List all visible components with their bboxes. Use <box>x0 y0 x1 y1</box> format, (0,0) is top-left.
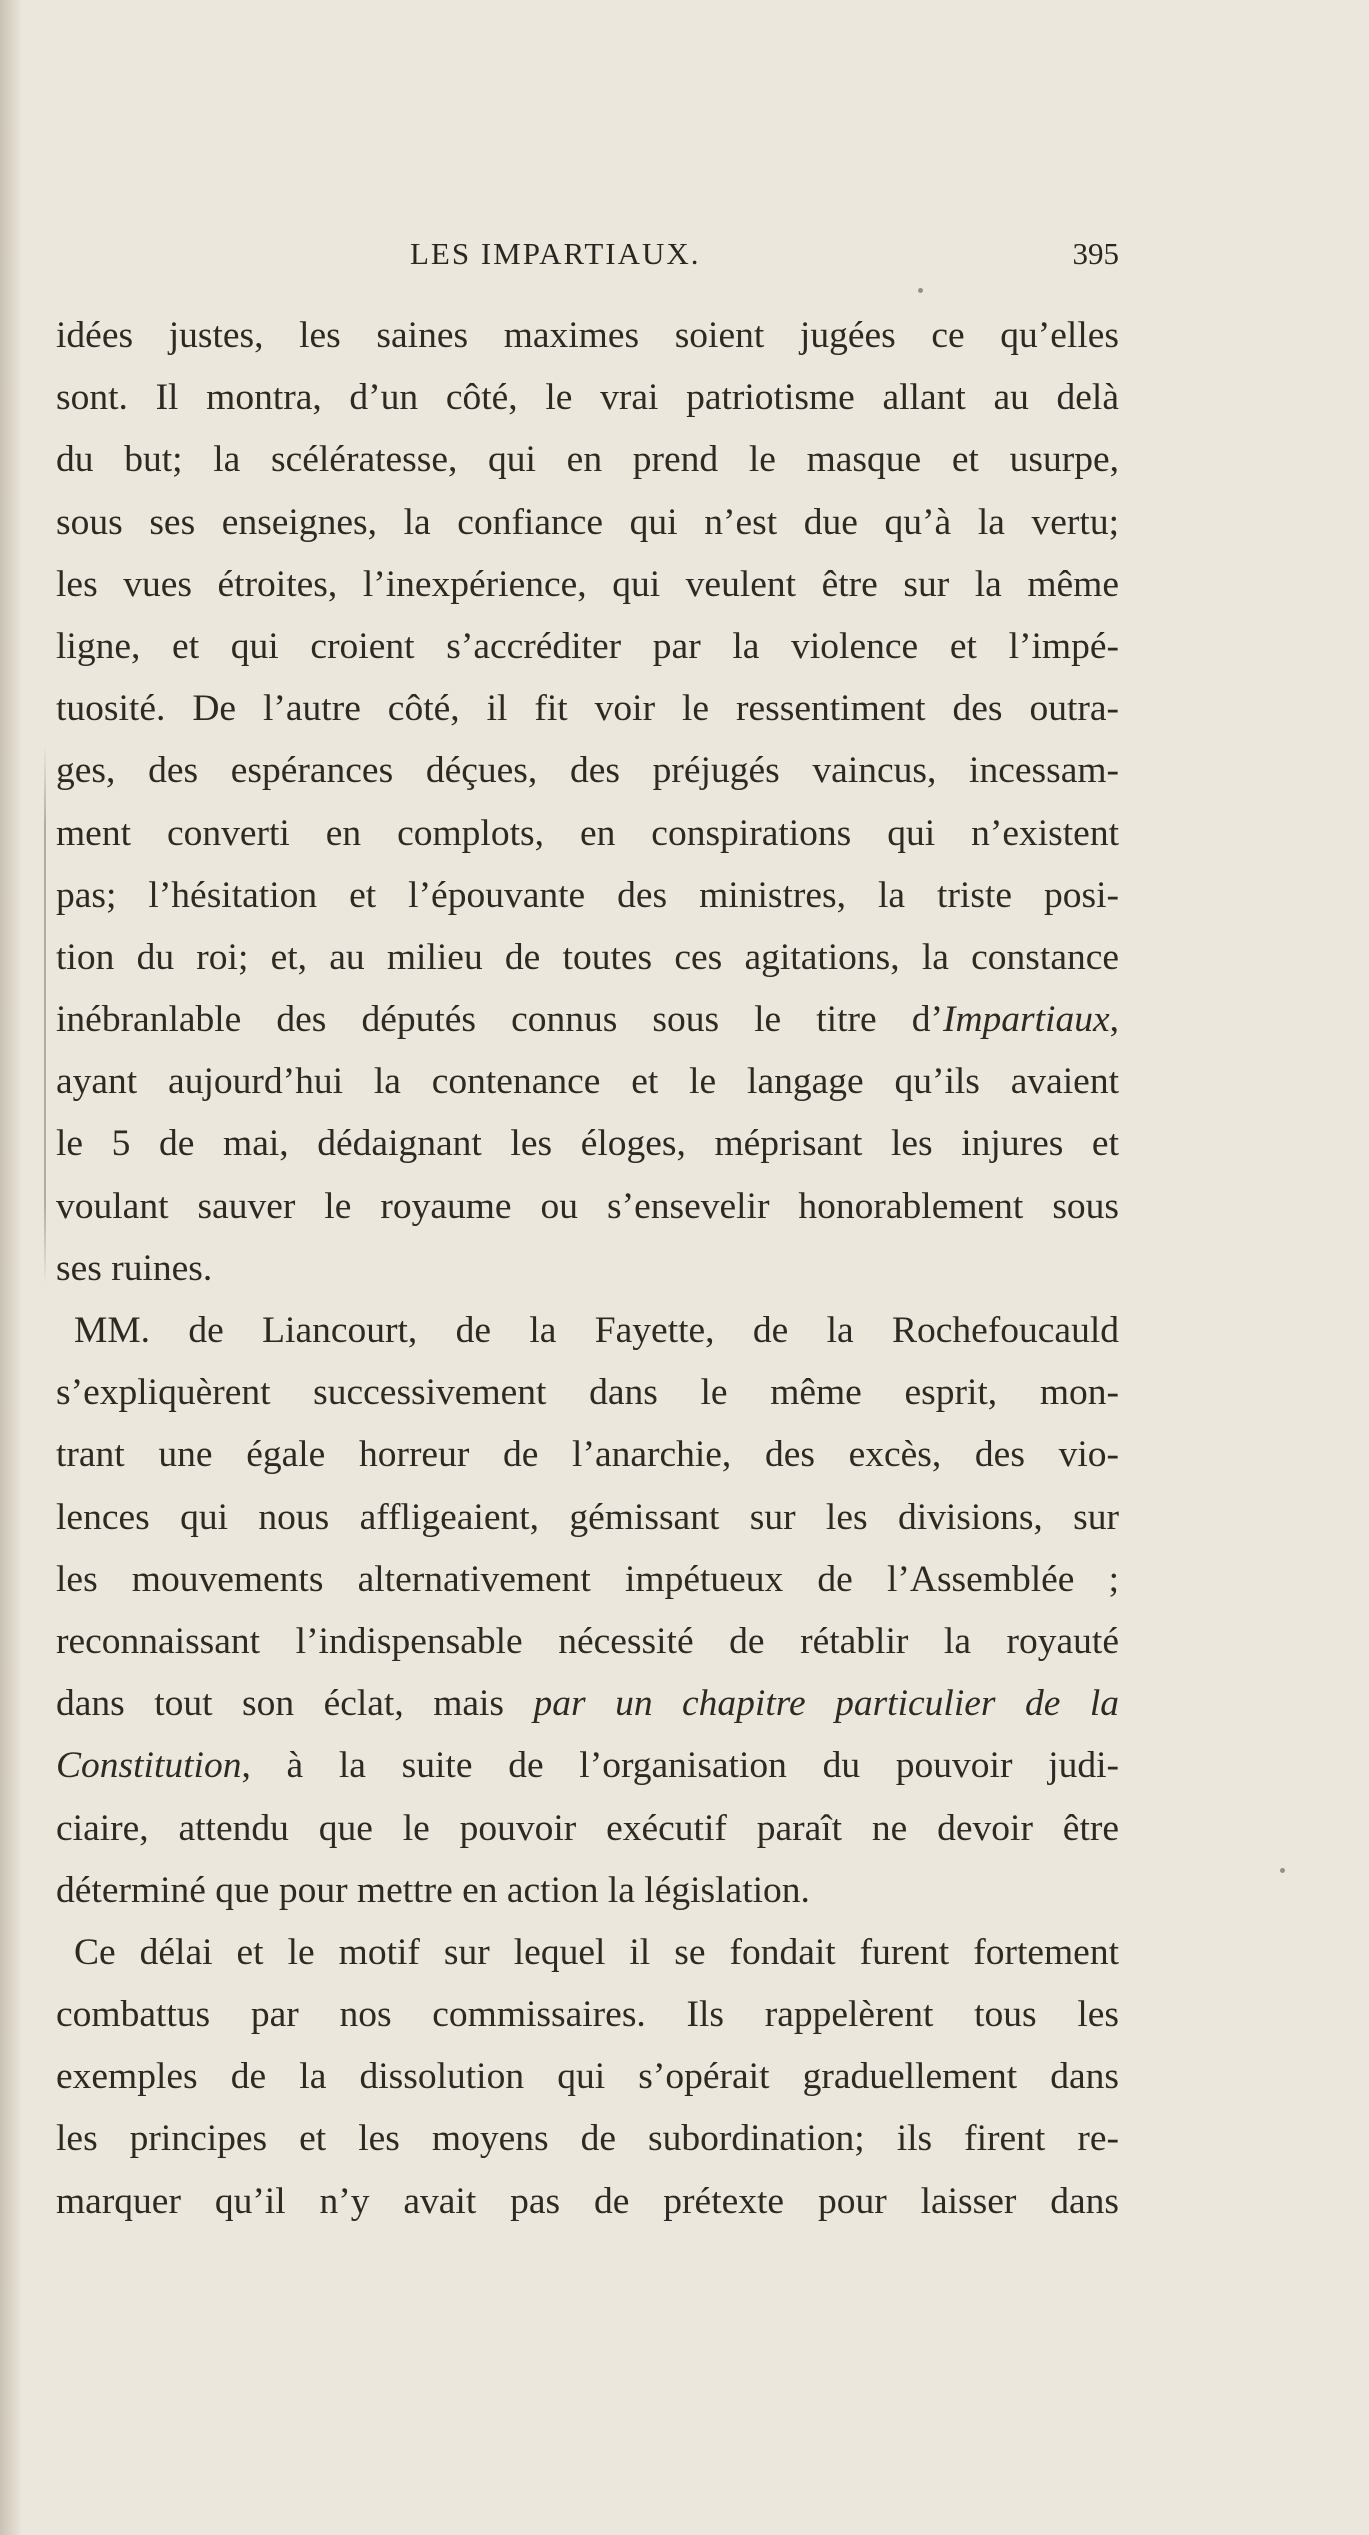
text-line <box>56 1238 1119 1300</box>
text-line <box>56 1051 1119 1113</box>
text-segment: ayant aujourd’hui la contenance et le langage qu’ils avaient <box>56 1061 1119 1103</box>
text-line <box>56 1860 1119 1922</box>
text-segment: lences qui nous affligeaient, gémissant sur les divisions, sur <box>56 1496 1119 1538</box>
text-segment: , à la suite de l’organisation du pouvoir judi- <box>241 1745 1119 1787</box>
text-line <box>56 2108 1119 2170</box>
body-text <box>56 305 1119 2233</box>
text-segment: idées justes, les saines maximes soient jugées ce qu’elles <box>56 315 1119 356</box>
text-segment: MM. de Liancourt, de la Fayette, de la Rochefoucauld <box>74 1310 1119 1351</box>
text-line <box>56 1798 1119 1860</box>
text-segment: ciaire, attendu que le pouvoir exécutif paraît ne devoir être <box>56 1807 1119 1849</box>
margin-pencil-mark <box>44 745 46 1285</box>
text-segment: pas; l’hésitation et l’épouvante des ministres, la triste posi- <box>56 874 1119 916</box>
text-segment: déterminé que pour mettre en action la législation. <box>56 1869 810 1911</box>
paper-speck <box>1280 1868 1285 1873</box>
text-segment: le 5 de mai, dédaignant les éloges, méprisant les injures et <box>56 1123 1119 1165</box>
text-line <box>56 678 1119 740</box>
text-line <box>56 740 1119 802</box>
text-segment: Ce délai et le motif sur lequel il se fondait furent fortement <box>74 1931 1119 1973</box>
text-segment: s’expliquèrent successivement dans le même esprit, mon- <box>56 1372 1119 1414</box>
text-line <box>56 1922 1119 1984</box>
text-segment: sous ses enseignes, la confiance qui n’est due qu’à la vertu; <box>56 501 1119 543</box>
text-line <box>56 1549 1119 1611</box>
running-title: LES IMPARTIAUX. <box>410 236 701 271</box>
text-segment: combattus par nos commissaires. Ils rappelèrent tous les <box>56 1994 1119 2036</box>
text-line <box>56 1984 1119 2046</box>
text-segment: du but; la scélératesse, qui en prend le masque et usurpe, <box>56 439 1119 481</box>
text-line <box>56 927 1119 989</box>
text-line <box>56 1735 1119 1797</box>
text-segment: dans tout son éclat, mais <box>56 1683 534 1725</box>
text-segment: reconnaissant l’indispensable nécessité de rétablir la royauté <box>56 1620 1119 1662</box>
text-line <box>56 1113 1119 1175</box>
text-line <box>56 305 1119 367</box>
paper-speck <box>918 288 923 293</box>
text-line <box>56 1300 1119 1362</box>
text-line <box>56 989 1119 1051</box>
text-line <box>56 367 1119 429</box>
text-segment: voulant sauver le royaume ou s’ensevelir honorablement sous <box>56 1185 1119 1227</box>
text-segment: marquer qu’il n’y avait pas de prétexte pour laisser dans <box>56 2180 1119 2222</box>
text-line <box>56 1424 1119 1486</box>
text-line <box>56 865 1119 927</box>
text-line <box>56 616 1119 678</box>
italic-text-segment: Impartiaux <box>942 999 1110 1041</box>
text-segment: les vues étroites, l’inexpérience, qui veulent être sur la même <box>56 563 1119 605</box>
text-line <box>56 1673 1119 1735</box>
running-head <box>56 232 1119 276</box>
text-segment: tion du roi; et, au milieu de toutes ces agitations, la constance <box>56 936 1119 978</box>
text-segment: ment converti en complots, en conspirations qui n’existent <box>56 812 1119 854</box>
text-line <box>56 554 1119 616</box>
text-segment: les mouvements alternativement impétueux de l’Assemblée ; <box>56 1558 1119 1600</box>
text-segment: ges, des espérances déçues, des préjugés vaincus, incessam- <box>56 750 1119 792</box>
page-number: 395 <box>1072 236 1119 271</box>
text-line <box>56 1487 1119 1549</box>
text-line <box>56 803 1119 865</box>
text-segment: tuosité. De l’autre côté, il fit voir le ressentiment des outra- <box>56 688 1119 730</box>
text-segment: les principes et les moyens de subordination; ils firent re- <box>56 2118 1119 2160</box>
italic-text-segment: Constitution <box>56 1745 242 1787</box>
text-line <box>56 1362 1119 1424</box>
text-line <box>56 1176 1119 1238</box>
text-segment: trant une égale horreur de l’anarchie, des excès, des vio- <box>56 1434 1119 1476</box>
text-line <box>56 429 1119 491</box>
text-line <box>56 1611 1119 1673</box>
italic-text-segment: par un chapitre particulier de la <box>533 1683 1119 1725</box>
text-segment: ligne, et qui croient s’accréditer par la violence et l’impé- <box>56 625 1119 667</box>
text-line <box>56 2046 1119 2108</box>
text-line <box>56 2171 1119 2233</box>
text-line <box>56 492 1119 554</box>
text-segment: ses ruines. <box>56 1247 213 1289</box>
text-segment: sont. Il montra, d’un côté, le vrai patriotisme allant au delà <box>56 377 1119 419</box>
text-segment: inébranlable des députés connus sous le titre d’ <box>56 999 943 1041</box>
text-segment: exemples de la dissolution qui s’opérait graduellement dans <box>56 2056 1119 2098</box>
text-segment: , <box>1109 999 1119 1041</box>
